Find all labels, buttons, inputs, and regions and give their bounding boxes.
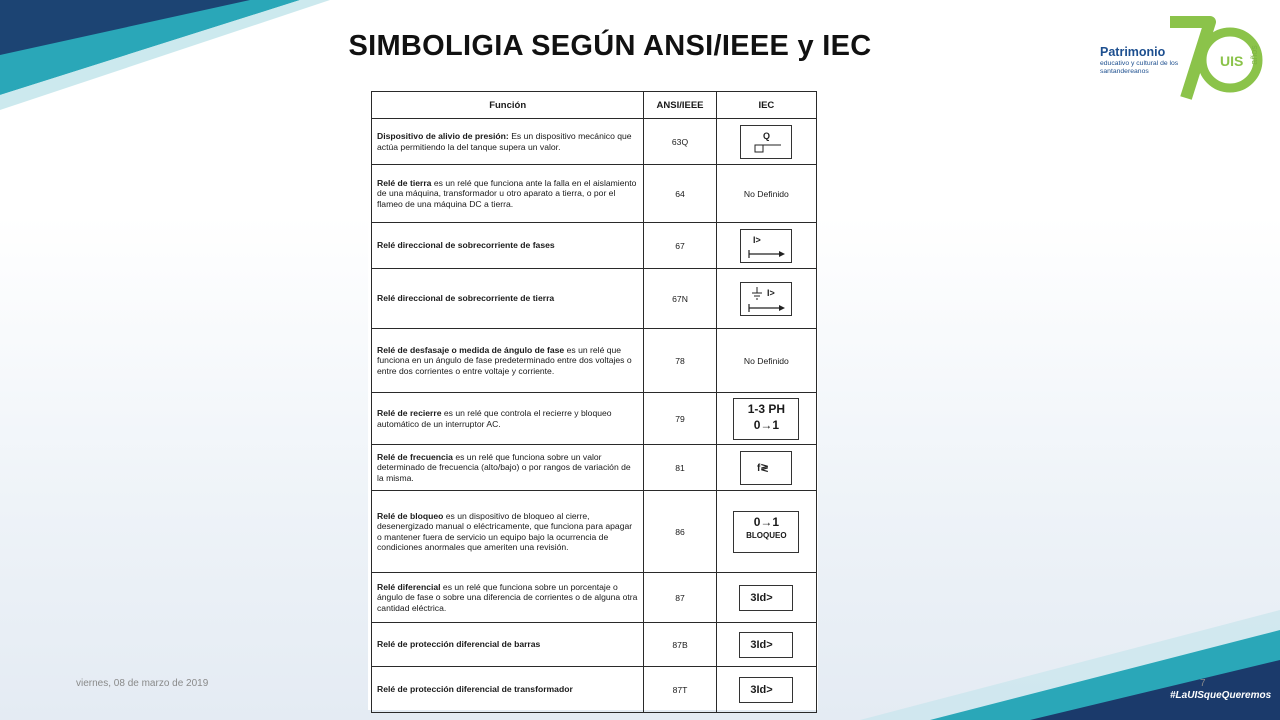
top-decorative-band	[0, 0, 330, 110]
function-name: Relé de desfasaje o medida de ángulo de fase	[377, 344, 565, 355]
iec-symbol-cell	[716, 119, 816, 165]
ansi-code-cell: 67	[644, 223, 716, 269]
table-row	[372, 223, 817, 269]
symbol-table-image	[368, 88, 818, 710]
page-number: 7	[1200, 678, 1206, 689]
function-cell	[372, 119, 644, 165]
iec-differential-box: 3Id>	[739, 677, 793, 703]
function-name: Relé direccional de sobrecorriente de tierra	[377, 293, 555, 304]
iec-symbol-cell	[716, 329, 816, 393]
iec-symbol-line1: 0→1	[753, 514, 780, 529]
iec-symbol-cell	[716, 623, 816, 667]
iec-symbol-line2: BLOQUEO	[746, 530, 787, 540]
table-row	[372, 269, 817, 329]
iec-text: No Definido	[743, 355, 789, 366]
ansi-code-cell: 87T	[644, 667, 716, 713]
logo-anos: años	[1248, 45, 1259, 65]
function-description: Es un dispositivo mecánico que actúa permitiendo la del tanque supera un valor.	[377, 131, 632, 152]
iec-symbol-label: f≷	[757, 462, 770, 474]
frequency-icon	[740, 451, 792, 485]
function-cell	[372, 491, 644, 573]
function-name: Relé de protección diferencial de barras	[377, 639, 541, 650]
function-name: Relé direccional de sobrecorriente de fases	[377, 240, 555, 251]
function-cell	[372, 573, 644, 623]
iec-symbol-box	[733, 511, 799, 553]
function-name: Relé de bloqueo	[377, 510, 444, 521]
iec-symbol-line2: 0→1	[753, 417, 780, 432]
function-name: Relé de tierra	[377, 177, 432, 188]
table-row	[372, 329, 817, 393]
function-description: es un relé que controla el recierre y bloqueo automático de un interruptor AC.	[377, 408, 612, 429]
table-row	[372, 573, 817, 623]
iec-symbol-cell	[716, 165, 816, 223]
function-description: es un relé que funciona en un ángulo de fase predeterminado entre dos voltajes o entre dos corrientes o entre voltaje y corriente.	[377, 344, 632, 376]
iec-symbol-label: I>	[753, 234, 762, 245]
ansi-code-cell: 78	[644, 329, 716, 393]
logo-brand: UIS	[1220, 53, 1244, 69]
function-name: Dispositivo de alivio de presión:	[377, 131, 509, 141]
ansi-code-cell: 87	[644, 573, 716, 623]
ansi-code-cell: 67N	[644, 269, 716, 329]
iec-symbol-cell	[716, 491, 816, 573]
function-cell	[372, 393, 644, 445]
footer-hashtag: #LaUISqueQueremos	[1170, 690, 1272, 701]
ansi-code-cell: 79	[644, 393, 716, 445]
logo-patrimonio: Patrimonio	[1100, 45, 1166, 59]
pressure-relief-q	[740, 125, 792, 159]
table-header-row	[372, 92, 817, 119]
table-row	[372, 623, 817, 667]
iec-symbol-box	[733, 398, 799, 440]
iec-symbol-cell	[716, 445, 816, 491]
table-row	[372, 667, 817, 713]
iec-differential-box: 3Id>	[739, 632, 793, 658]
table-row	[372, 445, 817, 491]
function-cell	[372, 445, 644, 491]
ansi-code-cell: 86	[644, 491, 716, 573]
bottom-decorative-band	[800, 610, 1280, 720]
ansi-code-cell: 81	[644, 445, 716, 491]
ansi-code-cell: 63Q	[644, 119, 716, 165]
symbol-table	[371, 91, 817, 713]
function-description: es un relé que funciona ante la falla en el aislamiento de una máquina, transformador u otro aparato a tierra, o por el flameo de una máquina DC a tierra.	[377, 177, 637, 209]
function-cell	[372, 329, 644, 393]
function-name: Relé de protección diferencial de transformador	[377, 684, 573, 695]
function-cell	[372, 623, 644, 667]
directional-overcurrent-arrow	[740, 229, 792, 263]
uis-70-logo	[1092, 14, 1268, 102]
function-cell	[372, 667, 644, 713]
footer-date: viernes, 08 de marzo de 2019	[76, 678, 209, 689]
table-row	[372, 491, 817, 573]
iec-differential-box: 3Id>	[739, 585, 793, 611]
function-cell	[372, 269, 644, 329]
logo-subtitle: educativo y cultural de los santandereanos	[1100, 60, 1179, 75]
iec-symbol-cell	[716, 269, 816, 329]
directional-ground-arrow	[740, 282, 792, 316]
function-description: es un dispositivo de bloqueo al cierre, desenergizado manual o eléctricamente, que funciona para apagar o mantener fuera de servicio un equipo bajo la ocurrencia de condiciones anormales que ameriten una revisión.	[377, 510, 633, 552]
iec-symbol-cell	[716, 667, 816, 713]
table-row	[372, 119, 817, 165]
iec-symbol-label: Q	[763, 130, 771, 141]
iec-text: No Definido	[743, 188, 789, 199]
function-description: es un relé que funciona sobre un porcentaje o ángulo de fase o sobre una diferencia de corrientes o de alguna otra cantidad eléctrica.	[377, 581, 638, 613]
header-iec: IEC	[716, 92, 816, 119]
iec-symbol-cell	[716, 573, 816, 623]
function-name: Relé diferencial	[377, 581, 441, 592]
ansi-code-cell: 87B	[644, 623, 716, 667]
iec-symbol-cell	[716, 393, 816, 445]
iec-symbol-cell	[716, 223, 816, 269]
header-ansi: ANSI/IEEE	[644, 92, 716, 119]
function-name: Relé de frecuencia	[377, 451, 453, 462]
iec-symbol-label: I>	[767, 287, 776, 298]
table-row	[372, 393, 817, 445]
header-funcion: Función	[372, 92, 644, 119]
function-name: Relé de recierre	[377, 408, 442, 418]
ansi-code-cell: 64	[644, 165, 716, 223]
function-cell	[372, 223, 644, 269]
function-cell	[372, 165, 644, 223]
function-description: es un relé que funciona sobre un valor determinado de frecuencia (alto/bajo) o por rangos de variación de la misma.	[377, 451, 631, 483]
table-row	[372, 165, 817, 223]
iec-symbol-line1: 1-3 PH	[747, 401, 786, 416]
slide-title: SIMBOLIGIA SEGÚN ANSI/IEEE y IEC	[348, 30, 872, 62]
